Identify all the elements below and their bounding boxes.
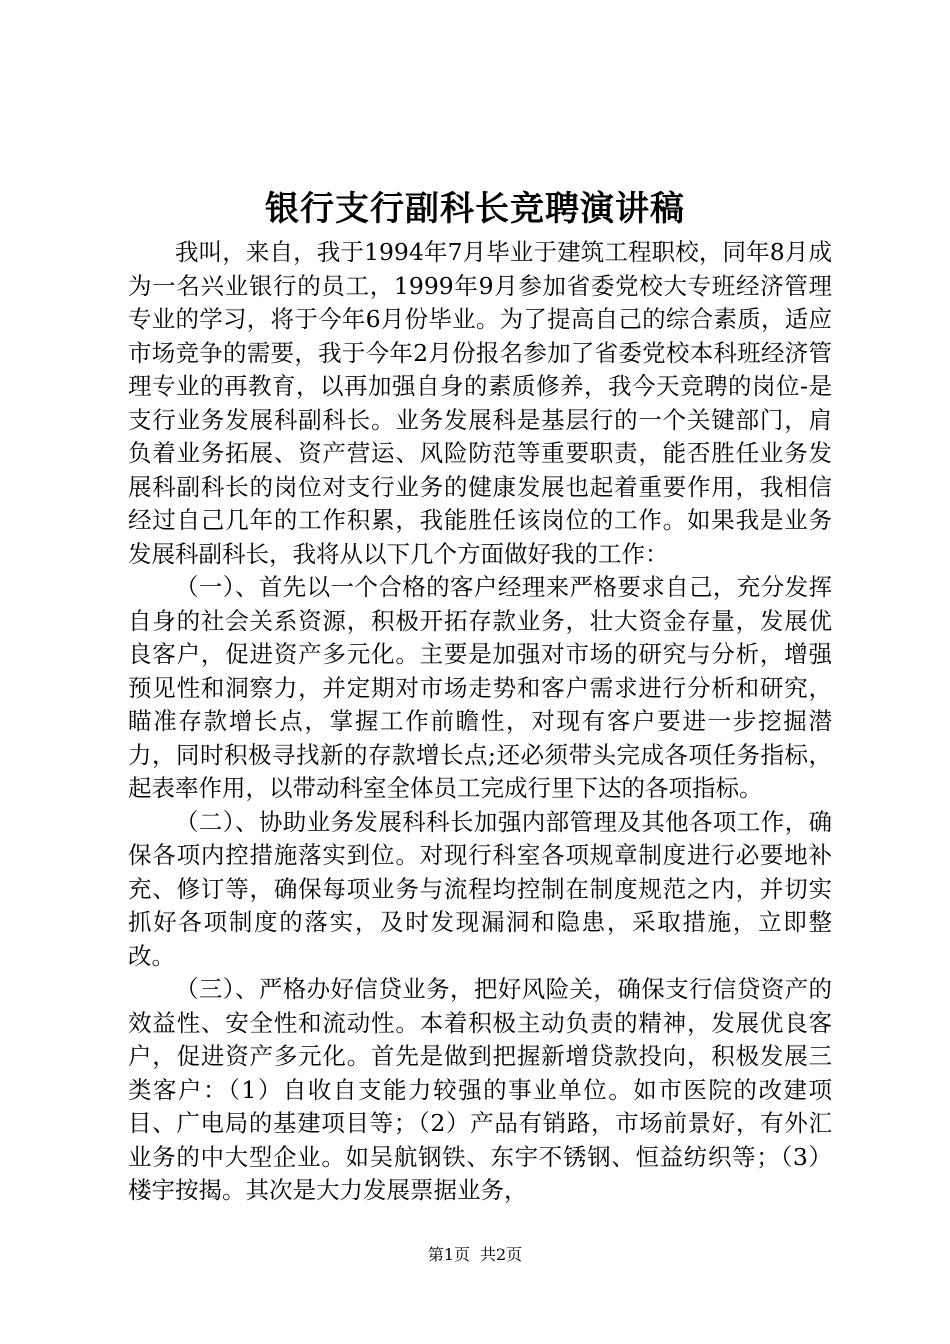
body-paragraph-point-3: （三）、严格办好信贷业务，把好风险关，确保支行信贷资产的效益性、安全性和流动性。本着积极主动负责的精神，发展优良客户，促进资产多元化。首先是做到把握新增贷款投向，积极发展三类客户：（1）自收自支能力较强的事业单位。如市医院的改建项目、广电局的基建项目等；（2）产品有销路，市场前景好，有外汇业务的中大型企业。如吴航钢铁、东宇不锈钢、恒益纺织等；（3）楼宇按揭。其次是大力发展票据业务， xyxy=(128,975,832,1204)
page-total: 共2页 xyxy=(480,1245,523,1264)
body-paragraph-point-2: （二）、协助业务发展科科长加强内部管理及其他各项工作，确保各项内控措施落实到位。对现行科室各项规章制度进行必要地补充、修订等，确保每项业务与流程均控制在制度规范之内，并切实抓好各项制度的落实，及时发现漏洞和隐患，采取措施，立即整改。 xyxy=(128,807,832,970)
document-title: 银行支行副科长竞聘演讲稿 xyxy=(265,189,685,229)
page-number: 第1页 xyxy=(427,1245,470,1264)
body-paragraph-intro: 我叫，来自，我于1994年7月毕业于建筑工程职校，同年8月成为一名兴业银行的员工，1999年9月参加省委党校大专班经济管理专业的学习，将于今年6月份毕业。为了提高自己的综合素质，适应市场竞争的需要，我于今年2月份报名参加了省委党校本科班经济管理专业的再教育，以再加强自身的素质修养，我今天竞聘的岗位-是支行业务发展科副科长。业务发展科是基层行的一个关键部门，肩负着业务拓展、资产营运、风险防范等重要职责，能否胜任业务发展科副科长的岗位对支行业务的健康发展也起着重要作用，我相信经过自己几年的工作积累，我能胜任该岗位的工作。如果我是业务发展科副科长，我将从以下几个方面做好我的工作： xyxy=(128,238,832,568)
page-footer xyxy=(0,1244,950,1266)
document-body xyxy=(128,236,832,1208)
body-paragraph-point-1: （一）、首先以一个合格的客户经理来严格要求自己，充分发挥自身的社会关系资源，积极开拓存款业务，壮大资金存量，发展优良客户，促进资产多元化。主要是加强对市场的研究与分析，增强预见性和洞察力，并定期对市场走势和客户需求进行分析和研究，瞄准存款增长点，掌握工作前瞻性，对现有客户要进一步挖掘潜力，同时积极寻找新的存款增长点;还必须带头完成各项任务指标，起表率作用，以带动科室全体员工完成行里下达的各项指标。 xyxy=(128,573,832,802)
